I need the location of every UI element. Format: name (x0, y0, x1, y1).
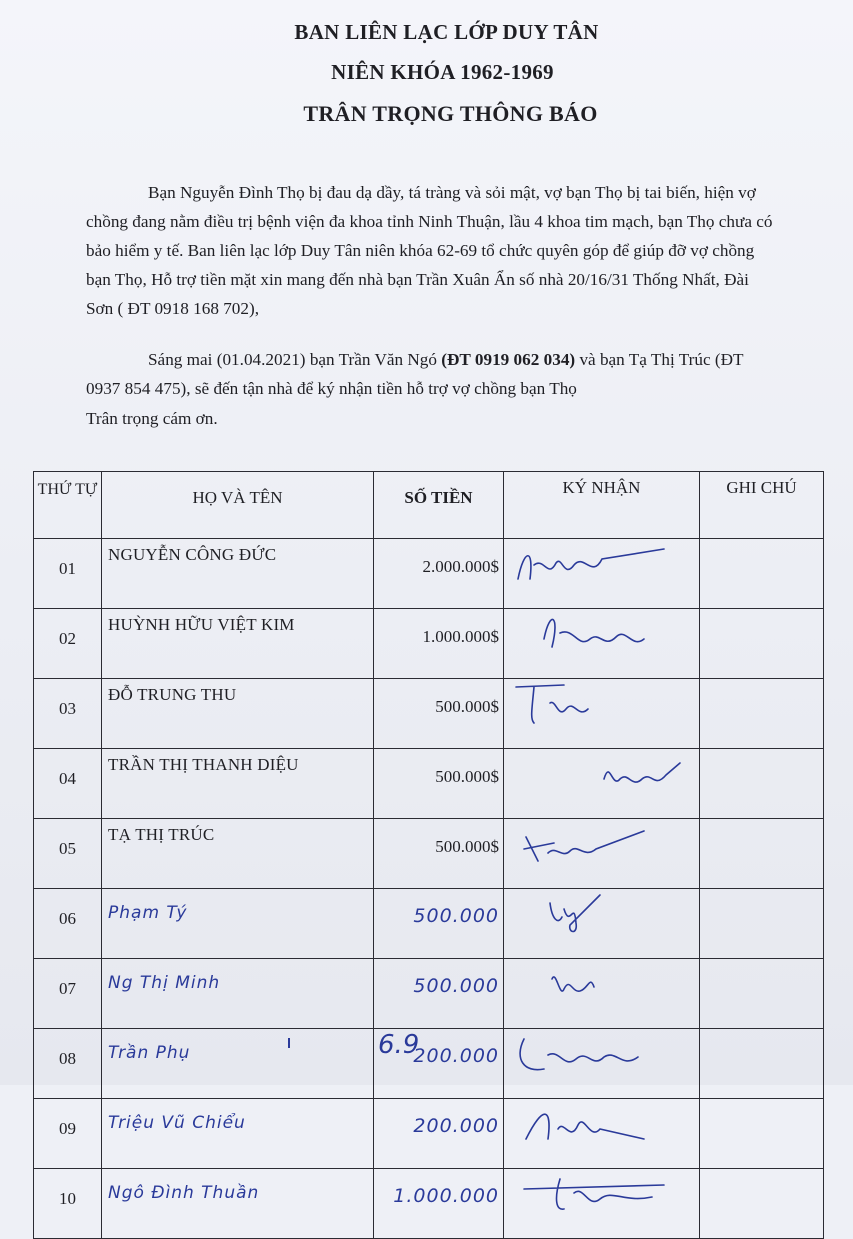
row-amount: 500.000$ (374, 819, 504, 889)
signature-stroke (520, 1039, 638, 1070)
row-name: TẠ THỊ TRÚC (102, 819, 374, 889)
row-name: TRẦN THỊ THANH DIỆU (102, 749, 374, 819)
signature-scribble (504, 959, 700, 1008)
paragraph-3-text: Trân trọng cám ơn. (86, 409, 218, 428)
row-note (700, 749, 824, 819)
header-line-3: TRÂN TRỌNG THÔNG BÁO (303, 101, 598, 126)
signature-scribble (504, 819, 700, 868)
row-note (700, 1169, 824, 1239)
donation-table (33, 471, 824, 1239)
row-number: 10 (34, 1169, 102, 1239)
signature-stroke (604, 763, 680, 782)
table-row (34, 679, 824, 749)
row-signature (504, 679, 700, 749)
signature-scribble (504, 1029, 700, 1078)
paragraph-2-part-c: và bạn Tạ Thị Trúc (ĐT 0937 854 475), sẽ đến tận nhà để ký nhận tiền hỗ trợ vợ chồng bạn Thọ (86, 350, 744, 398)
pen-mark (288, 1038, 290, 1048)
table-row (34, 819, 824, 889)
paragraph-3 (86, 404, 776, 433)
row-amount: 1.000.000$ (374, 609, 504, 679)
row-note (700, 959, 824, 1029)
row-note (700, 679, 824, 749)
signature-stroke (544, 619, 644, 647)
row-amount: 500.000$ (374, 749, 504, 819)
header-line-1: BAN LIÊN LẠC LỚP DUY TÂN (294, 20, 599, 44)
header-amount: SỐ TIỀN (374, 472, 504, 539)
row-signature (504, 889, 700, 959)
row-note (700, 1029, 824, 1099)
signature-scribble (504, 609, 700, 658)
row-signature (504, 959, 700, 1029)
table-row (34, 1099, 824, 1169)
paragraph-2 (86, 345, 776, 403)
table-row (34, 889, 824, 959)
table-row (34, 749, 824, 819)
row-amount: 500.000$ (374, 679, 504, 749)
row-number: 01 (34, 539, 102, 609)
row-note (700, 609, 824, 679)
table-row (34, 1029, 824, 1099)
header-name: HỌ VÀ TÊN (102, 472, 374, 539)
row-signature (504, 539, 700, 609)
row-number: 09 (34, 1099, 102, 1169)
signature-scribble (504, 1169, 700, 1218)
signature-scribble (504, 889, 700, 938)
row-number: 07 (34, 959, 102, 1029)
header-line-2: NIÊN KHÓA 1962-1969 (331, 60, 554, 84)
handwritten-total-note: 6.9 (378, 1030, 420, 1060)
row-name: ĐỖ TRUNG THU (102, 679, 374, 749)
row-name: Trần Phụ (102, 1029, 374, 1099)
paragraph-1 (86, 178, 776, 323)
row-name: Ng Thị Minh (102, 959, 374, 1029)
signature-stroke (524, 831, 644, 861)
table-row (34, 609, 824, 679)
signature-scribble (504, 679, 700, 728)
table-row (34, 1169, 824, 1239)
signature-stroke (516, 685, 588, 723)
signature-stroke (552, 977, 594, 991)
row-amount: 500.000 (374, 889, 504, 959)
header-no: THỨ TỰ (34, 472, 102, 539)
row-number: 08 (34, 1029, 102, 1099)
row-amount: 1.000.000 (374, 1169, 504, 1239)
signature-stroke (518, 549, 664, 579)
row-signature (504, 1029, 700, 1099)
header-signature: KÝ NHẬN (504, 472, 700, 539)
row-note (700, 889, 824, 959)
row-name: Ngô Đình Thuần (102, 1169, 374, 1239)
row-signature (504, 609, 700, 679)
signature-scribble (504, 1099, 700, 1148)
signature-stroke (524, 1179, 664, 1209)
table-row (34, 539, 824, 609)
signature-stroke (550, 895, 600, 932)
paragraph-1-text: Bạn Nguyễn Đình Thọ bị đau dạ dầy, tá tràng và sỏi mật, vợ bạn Thọ bị tai biến, hiện vợ chồng đang nằm điều trị bệnh viện đa khoa tỉnh Ninh Thuận, lầu 4 khoa tim mạch, bạn Thọ chưa có bảo hiểm y tế. Ban liên lạc lớp Duy Tân niên khóa 62-69 tổ chức quyên góp để giúp đỡ vợ chồng bạn Thọ, Hỗ trợ tiền mặt xin mang đến nhà bạn Trần Xuân Ẩn số nhà 20/16/31 Thống Nhất, Đài Sơn ( ĐT 0918 168 702), (86, 183, 773, 318)
row-name: Phạm Tý (102, 889, 374, 959)
row-note (700, 819, 824, 889)
row-signature (504, 819, 700, 889)
row-signature (504, 1169, 700, 1239)
row-note (700, 539, 824, 609)
signature-scribble (504, 749, 700, 798)
row-amount: 2.000.000$ (374, 539, 504, 609)
row-note (700, 1099, 824, 1169)
signature-stroke (526, 1114, 644, 1139)
paragraph-2-phone: (ĐT 0919 062 034) (441, 350, 576, 369)
table-row (34, 959, 824, 1029)
signature-scribble (504, 539, 700, 588)
row-number: 04 (34, 749, 102, 819)
row-name: NGUYỄN CÔNG ĐỨC (102, 539, 374, 609)
paragraph-2-part-a: Sáng mai (01.04.2021) bạn Trần Văn Ngó (148, 350, 442, 369)
row-name: HUỲNH HỮU VIỆT KIM (102, 609, 374, 679)
row-number: 02 (34, 609, 102, 679)
row-amount: 500.000 (374, 959, 504, 1029)
row-number: 06 (34, 889, 102, 959)
row-name: Triệu Vũ Chiểu (102, 1099, 374, 1169)
row-amount: 200.000 (374, 1099, 504, 1169)
row-signature (504, 749, 700, 819)
row-number: 05 (34, 819, 102, 889)
row-amount: 200.000 (374, 1029, 504, 1099)
row-number: 03 (34, 679, 102, 749)
row-signature (504, 1099, 700, 1169)
header-note: GHI CHÚ (700, 472, 824, 539)
table-header-row (34, 472, 824, 539)
